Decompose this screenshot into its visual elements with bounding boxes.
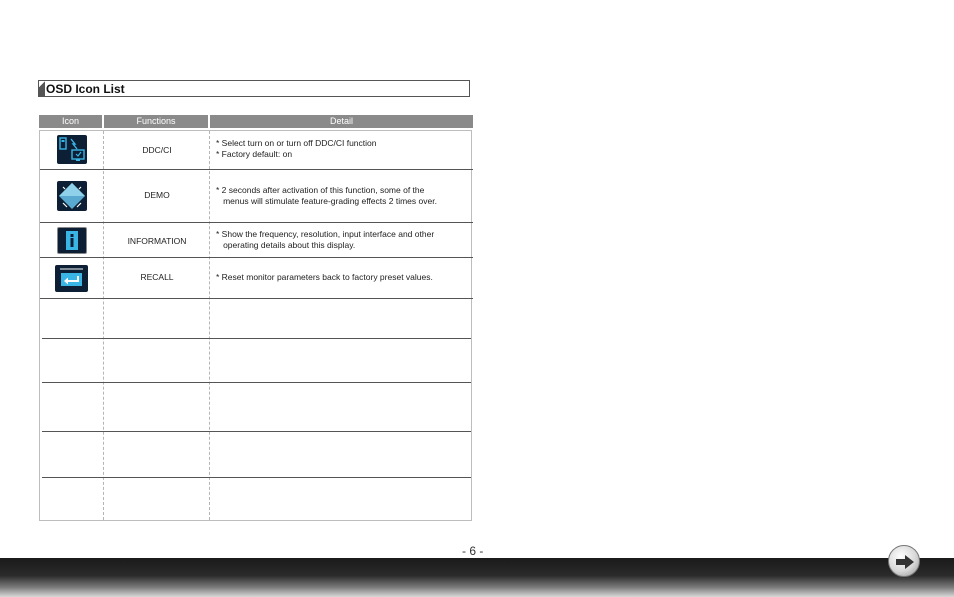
ddc-ci-icon <box>57 135 87 164</box>
detail-text <box>216 272 468 283</box>
detail-text <box>216 138 468 160</box>
next-page-button[interactable] <box>888 545 920 577</box>
header-functions: Functions <box>104 115 208 128</box>
function-label: DDC/CI <box>142 145 172 155</box>
detail-line: * Reset monitor parameters back to factory preset values. <box>216 272 433 282</box>
table-row <box>40 258 473 299</box>
table-header <box>39 115 473 128</box>
section-title: OSD Icon List <box>46 82 125 96</box>
detail-line: operating details about this display. <box>216 240 356 250</box>
function-label: RECALL <box>140 272 174 282</box>
header-icon: Icon <box>39 115 102 128</box>
osd-icon-table <box>39 115 473 282</box>
table-row-empty <box>40 478 473 521</box>
detail-text <box>216 229 468 251</box>
information-icon <box>57 227 87 254</box>
table-row-empty <box>40 299 473 339</box>
function-label: INFORMATION <box>127 236 187 246</box>
section-title-box <box>38 80 470 97</box>
header-detail: Detail <box>210 115 473 128</box>
arrow-right-icon <box>895 554 915 570</box>
footer-bar <box>0 558 954 597</box>
detail-line: * Select turn on or turn off DDC/CI function <box>216 138 377 148</box>
demo-icon <box>57 181 87 211</box>
table-row-empty <box>40 432 473 478</box>
detail-line: * 2 seconds after activation of this function, some of the <box>216 185 425 195</box>
detail-text <box>216 185 468 207</box>
page-number: - 6 - <box>462 544 484 558</box>
table-row-empty <box>40 339 473 383</box>
recall-icon <box>55 265 88 292</box>
table-row <box>40 131 473 170</box>
table-row <box>40 170 473 223</box>
function-label: DEMO <box>144 190 170 200</box>
detail-line: * Show the frequency, resolution, input interface and other <box>216 229 435 239</box>
table-body <box>39 130 472 521</box>
table-row <box>40 223 473 258</box>
section-title-tab <box>39 81 45 96</box>
detail-line: menus will stimulate feature-grading effects 2 times over. <box>216 196 437 206</box>
table-row-empty <box>40 383 473 432</box>
detail-line: * Factory default: on <box>216 149 293 159</box>
